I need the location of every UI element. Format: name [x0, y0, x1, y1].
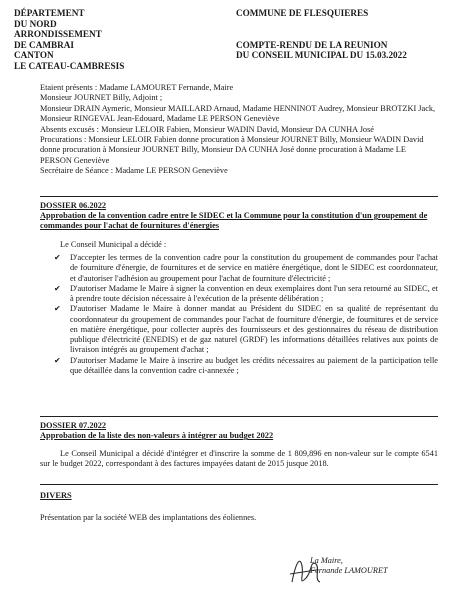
decision-item: ✔ D'accepter les termes de la convention cadre pour la constitution du groupement de commandes pour l'achat de fourniture d'énergie, de fournitures et de service en matière énergétique, dont le SIDEC est coordonnateur, et d'autoriser l'adhésion au groupement pour l'achat de fourniture d'électricité ; [54, 253, 438, 283]
dossier-title: Approbation de la convention cadre entre le SIDEC et la Commune pour la constitution d'un groupement de commandes pour l'achat de fournitures d'énergies [40, 211, 428, 231]
header-line: DE CAMBRAI [14, 39, 74, 50]
decision-item: ✔ D'autoriser Madame le Maire à inscrire au budget les crédits nécessaires au paiement de la participation telle que détaillée dans la convention cadre ci-annexée ; [54, 355, 438, 375]
attendance-line: Etaient présents : Madame LAMOURET Fernande, Maire [40, 83, 234, 92]
divers-heading [40, 491, 438, 501]
bullet-icon: ✔ [54, 253, 61, 262]
section-divider [40, 484, 438, 485]
decision-list [50, 253, 438, 376]
bullet-icon: ✔ [54, 355, 61, 365]
decision-item: ✔ D'autoriser Madame le Maire à signer la convention en deux exemplaires dont l'un sera retourné au SIDEC, et à prendre toute décision nécessaire à l'exécution de la présente délibération ; [54, 283, 438, 303]
dossier-title: Approbation de la liste des non-valeurs à intégrer au budget 2022 [40, 431, 274, 441]
bullet-icon: ✔ [54, 304, 61, 314]
attendance-line: Monsieur JOURNET Billy, Adjoint ; [40, 93, 163, 103]
dossier-07-heading [40, 421, 438, 441]
section-divider [40, 416, 438, 417]
header-line: LE CATEAU-CAMBRESIS [14, 60, 125, 71]
attendance-line: Procurations : Monsieur LELOIR Fabien donne procuration à Monsieur JOURNET Billy, Monsieur WADIN David donne procuration à Monsieur JOURNET Billy, Monsieur DA CUNHA José donne procuration à Madame LE PERSON Geneviève [40, 135, 424, 165]
dossier-number: DOSSIER 07.2022 [40, 421, 107, 430]
attendance-line: Monsieur DRAIN Aymeric, Monsieur MAILLARD Arnaud, Madame HENNINOT Audrey, Monsieur BROTZKI Jack, Monsieur RINGEVAL Jean-Edouard, Madame LE PERSON Geneviève [40, 103, 436, 124]
section-divider [40, 196, 438, 197]
attendance-line: Absents excusés : Monsieur LELOIR Fabien, Monsieur WADIN David, Monsieur DA CUNHA José [40, 124, 374, 134]
header-line: CANTON [14, 50, 54, 61]
report-title: COMPTE-RENDU DE LA REUNION [236, 39, 388, 50]
bullet-icon: ✔ [54, 283, 61, 293]
department-header [14, 8, 164, 72]
header-line: DÉPARTEMENT [14, 8, 85, 18]
report-date: DU CONSEIL MUNICIPAL DU 15.03.2022 [236, 50, 407, 61]
decision-intro: Le Conseil Municipal a décidé : [60, 240, 167, 249]
commune-header [236, 8, 441, 61]
signature-name: Fernande LAMOURET [310, 566, 388, 575]
divers-title: DIVERS [40, 491, 72, 500]
attendance-line: Secrétaire de Séance : Madame LE PERSON Geneviève [40, 166, 228, 176]
dossier-number: DOSSIER 06.2022 [40, 201, 107, 210]
attendance-list [40, 83, 436, 177]
header-line: ARRONDISSEMENT [14, 29, 102, 40]
commune-name: COMMUNE DE FLESQUIERES [236, 8, 369, 18]
header-line: DU NORD [14, 18, 57, 29]
dossier-06-heading [40, 201, 438, 232]
signature-title: La Maire, [310, 556, 343, 565]
decision-item: ✔ D'autoriser Madame le Maire à donner mandat au Président du SIDEC en sa qualité de représentant du coordonnateur du groupement de commandes pour l'achat de fourniture d'énergie, de fournitures et de service en matière énergétique, pour collecter auprès des fournisseurs et des gestionnaires du réseau de distribution publique d'électricité (ENEDIS) et de gaz naturel (GRDF) les informations détaillées relatives aux points de livraison intégrés au groupement d'achat ; [54, 304, 438, 355]
divers-text: Présentation par la société WEB des implantations des éoliennes. [40, 513, 257, 522]
dossier-07-text: Le Conseil Municipal a décidé d'intégrer et d'inscrire la somme de 1 809,896 en non-valeur sur le compte 6541 sur le budget 2022, correspondant à des factures impayées datant de 2015 jusque 2018. [40, 449, 438, 469]
signature-block [310, 556, 388, 576]
